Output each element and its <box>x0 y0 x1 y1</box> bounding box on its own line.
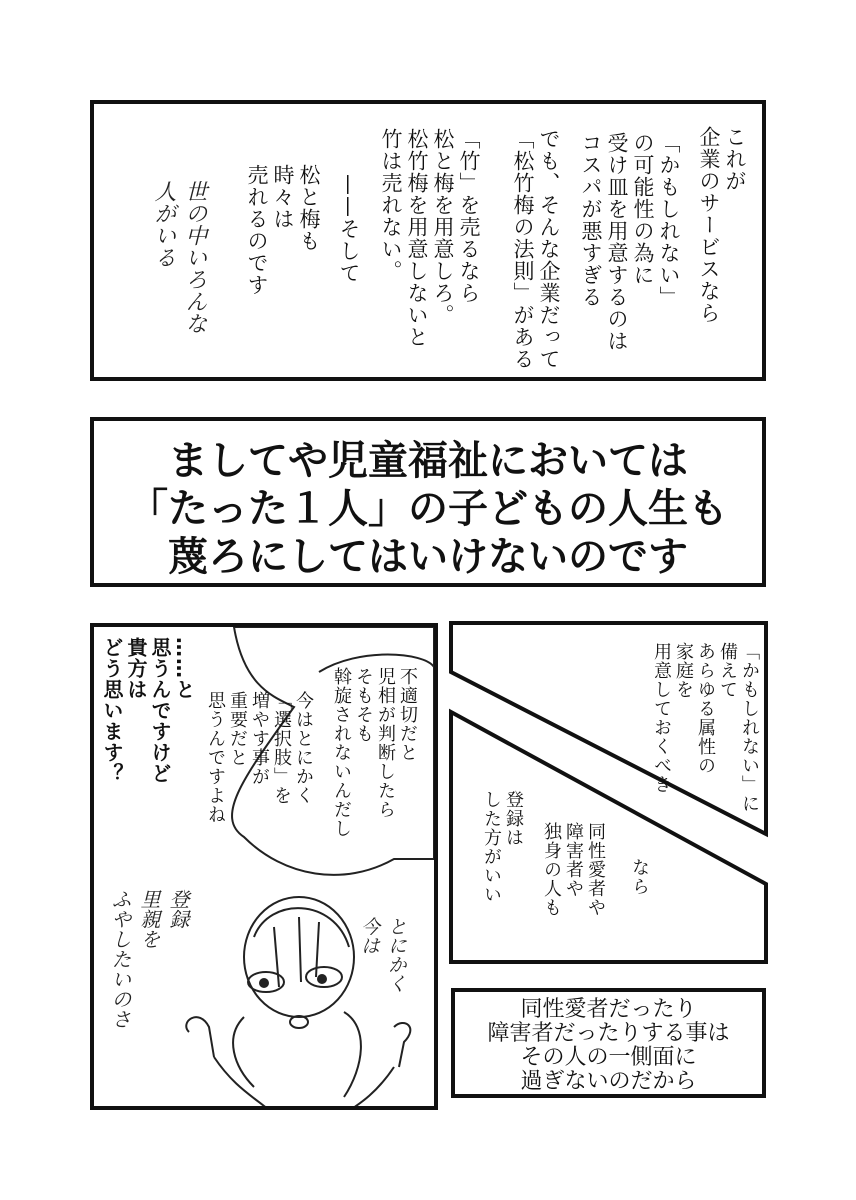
panel5-col3: 登録は した方がいい <box>481 790 524 904</box>
caption-text: ……と 思うんですけど 貴方は どう思います？ <box>100 637 196 784</box>
panel1-text-col3: でも、そんな企業だって 「松竹梅の法則」がある <box>511 128 561 370</box>
panel5-col2: なら <box>629 858 650 896</box>
handwriting-now: とにかく 今は <box>358 917 407 993</box>
panel6-line-1: 同性愛者だったり <box>520 997 697 1022</box>
panel6-line-2: 障害者だったりする事は <box>487 1021 730 1046</box>
panel1-text-col5: ——そして <box>337 174 361 284</box>
handwriting-foster: 登録 里親を ふやしたいのさ <box>108 889 190 1029</box>
panel6-line-4: 過ぎないのだから <box>520 1069 697 1094</box>
speech-text-2: 今はとにかく 「選択肢」を 増やす事が 重要だと 思うんですよね <box>205 691 314 824</box>
banner-line-2: 「たった１人」の子どもの人生も <box>128 486 728 532</box>
panel1-handwriting: 世の中いろんな 人がいる <box>151 180 207 334</box>
banner-line-3: 蔑ろにしてはいけないのです <box>168 534 688 580</box>
panel1-text-col2: 「かもしれない」 の可能性の為に 受け皿を用意するのは コスパが悪すぎる <box>579 132 681 352</box>
panel1-text-col1: これが 企業のサービスなら <box>697 126 747 324</box>
panel1-text-col6: 松と梅も 時々は 売れるのです <box>245 164 321 296</box>
banner-line-1: ましてや児童福祉においては <box>168 438 688 484</box>
speech-text-1: 不適切だと 児相が判断したら そもそも 斡旋されないんだし <box>331 667 418 838</box>
panel1-text-col4: 「竹」を売るなら 松と梅を用意しろ。 松竹梅を用意しないと 竹は売れない。 <box>379 128 481 348</box>
panel6-line-3: その人の一側面に <box>520 1045 697 1070</box>
panel5-col1: 同性愛者や 障害者や 独身の人も <box>541 822 606 917</box>
panel-6 <box>451 988 766 1098</box>
panel4-text: 「かもしれない」に 備えて あらゆる属性の 家庭を 用意しておくべき <box>651 642 760 813</box>
